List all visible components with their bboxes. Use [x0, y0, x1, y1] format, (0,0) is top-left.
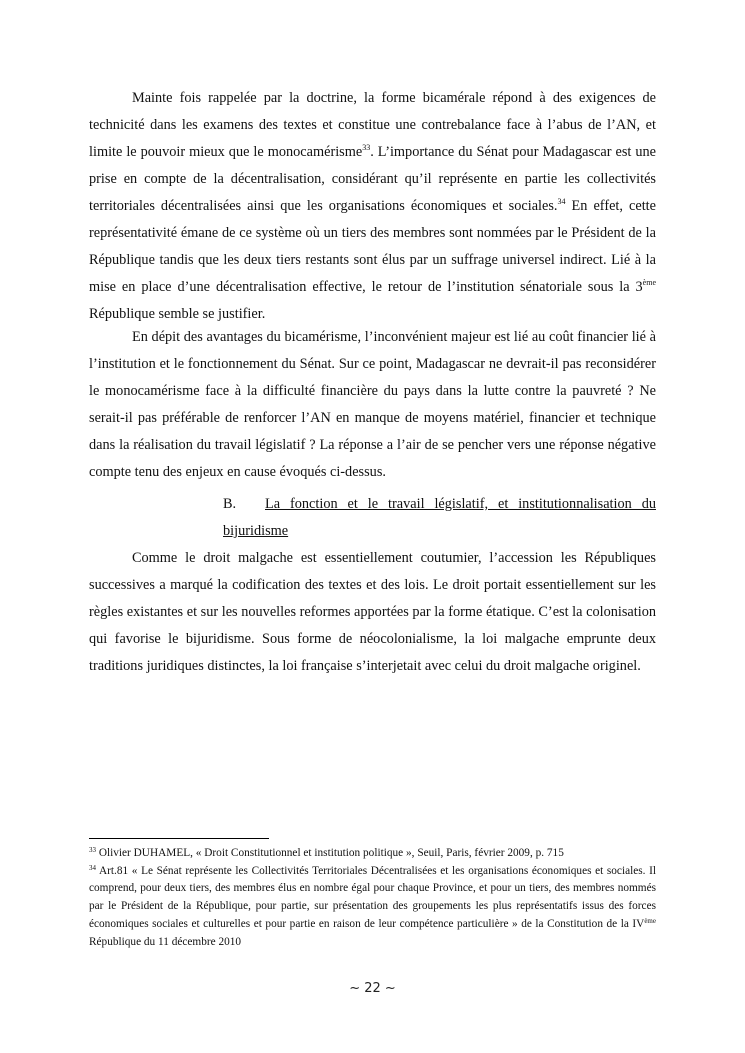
section-heading [223, 491, 656, 545]
footnote-33: $^{33}$ Olivier DUHAMEL, « Droit Constitutionnel et institution politique », Seuil, Paris, février 2009, p. 715 [89, 846, 564, 859]
footnote-separator [89, 838, 269, 839]
body-paragraph-1: Mainte fois rappelée par la doctrine, la forme bicamérale répond à des exigences de technicité dans les examens des textes et constitue une contrebalance face à l’abus de l’AN, et limite le pouvoir mieux que le monocamérisme$^{33}$. L’importance du Sénat pour Madagascar est une prise en compte de la décentralisation, considérant qu’il représente en partie les collectivités territoriales décentralisées ainsi que les organisations économiques et sociales.$^{34}$ En effet, cette représentativité émane de ce système où un tiers des membres sont nommées par le Président de la République tandis que les deux tiers restants sont élus par un suffrage universel indirect. Lié à la mise en place d’une décentralisation effective, le retour de l’institution sénatoriale sous la 3ème République semble se justifier. [89, 90, 656, 322]
body-paragraph-3: Comme le droit malgache est essentiellement coutumier, l’accession les Républiques successives a marqué la codification des textes et des lois. Le droit portait essentiellement sur les règles existantes et sur les nouvelles reformes apportées par la forme étatique. C’est la colonisation qui favorise le bijuridisme. Sous forme de néocolonialisme, la loi malgache emprunte deux traditions juridiques distinctes, la loi française s’interjetait avec celui du droit malgache originel. [89, 550, 656, 674]
body-paragraph-2: En dépit des avantages du bicamérisme, l’inconvénient majeur est lié au coût financier lié à l’institution et le fonctionnement du Sénat. Sur ce point, Madagascar ne devrait-il pas reconsidérer le monocamérisme face à la difficulté financière du pays dans la lutte contre la pauvreté ? Ne serait-il pas préférable de renforcer l’AN en manque de moyens matériel, financier et technique dans la réalisation du travail législatif ? La réponse a l’air de se pencher vers une réponse négative compte tenu des enjeux en cause évoqués ci-dessus. [89, 329, 656, 480]
superscript-eme: ème [642, 278, 656, 287]
section-title: La fonction et le travail législatif, et institutionnalisation du bijuridisme [223, 496, 656, 539]
page-number: ~ 22 ~ [349, 981, 396, 996]
footnote-34: $^{34}$ Art.81 « Le Sénat représente les Collectivités Territoriales Décentralisées et les organisations économiques et sociales. Il comprend, pour deux tiers, des membres élus en nombre égal pour chaque Province, et pour un tiers, des membres nommés par le Président de la République, pour partie, sur présentation des groupements les plus représentatifs issus des forces économiques sociales et culturelles et pour partie en raison de leur compétence particulière » de la Constitution de la IVème République du 11 décembre 2010 [89, 863, 656, 948]
section-number: B. [223, 496, 237, 512]
footnotes [89, 845, 656, 951]
footnote-ref-34[interactable]: 34 [557, 197, 566, 206]
footnote-ref-33[interactable]: 33 [362, 143, 371, 152]
